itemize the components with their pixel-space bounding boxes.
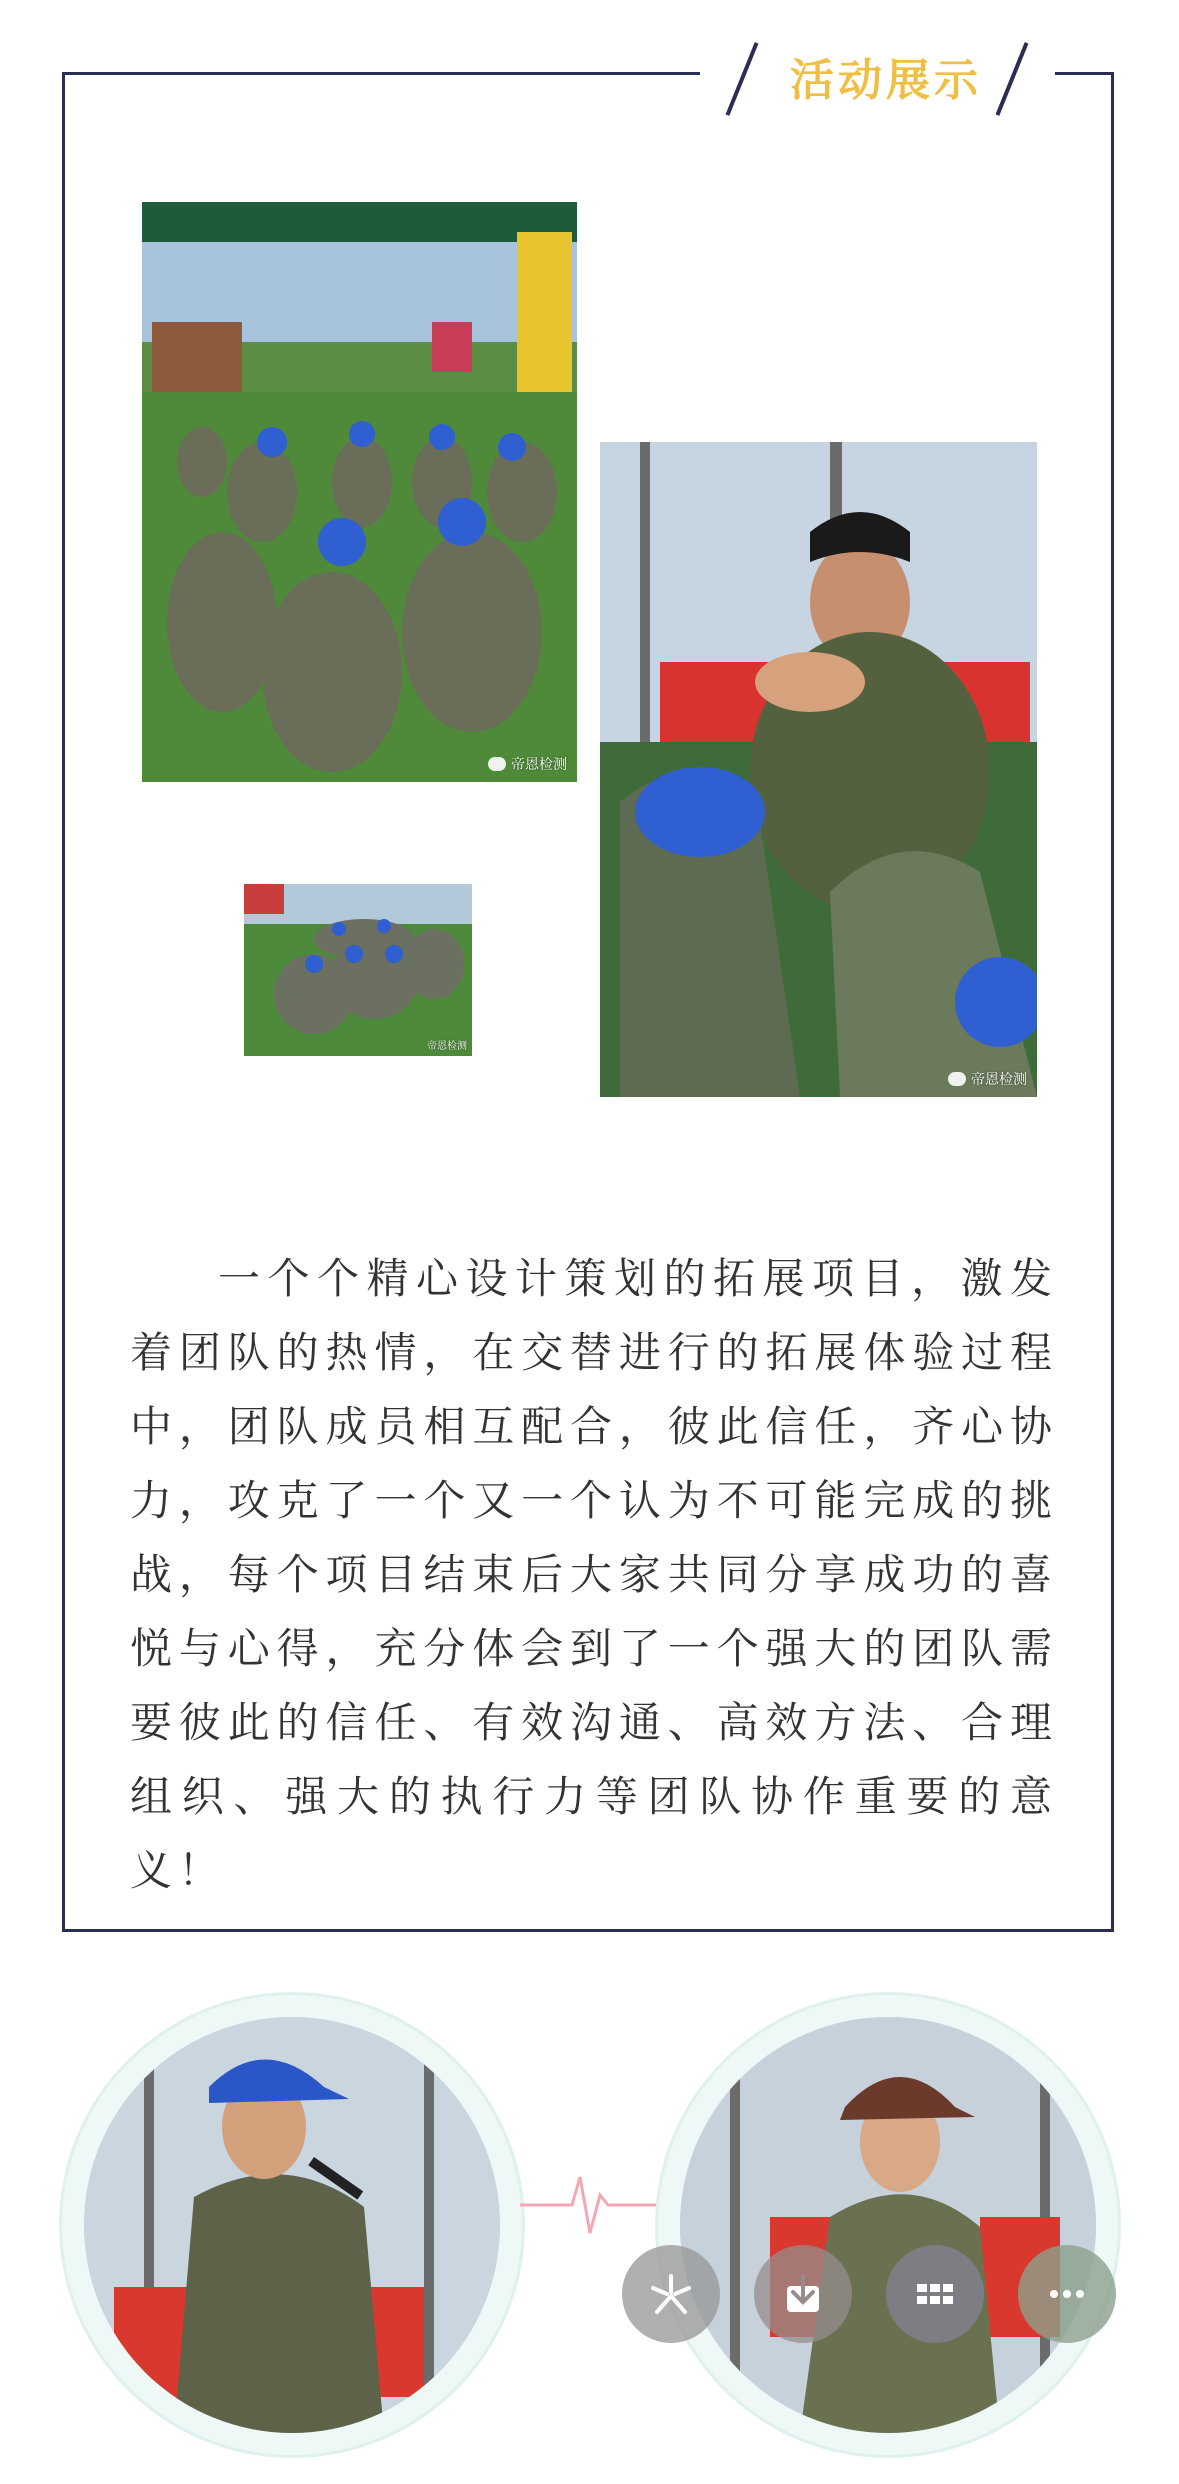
heartbeat-line-icon <box>520 2165 660 2245</box>
download-button[interactable] <box>754 2245 852 2343</box>
grid-icon <box>913 2272 957 2316</box>
frame-top-right-segment <box>1055 72 1114 75</box>
circle-photo-speaker-brown-cap <box>658 1995 1118 2455</box>
download-icon <box>781 2272 825 2316</box>
circle-photo-speaker-blue-cap-frame <box>84 2017 500 2433</box>
photo-watermark: 帝恩检测 <box>488 754 567 774</box>
photo-small-group-image <box>244 884 472 1056</box>
photo-watermark: 帝恩检测 <box>948 1069 1027 1089</box>
more-icon <box>1045 2272 1089 2316</box>
wechat-icon <box>948 1072 966 1086</box>
more-button[interactable] <box>1018 2245 1116 2343</box>
photo-group-circle-image <box>142 202 577 782</box>
circle-photo-speaker-brown-cap-frame <box>680 2017 1096 2433</box>
sparkle-icon <box>649 2272 693 2316</box>
photo-hands-together-image <box>600 442 1037 1097</box>
photo-group-circle[interactable] <box>142 202 577 782</box>
circle-photo-speaker-blue-cap-image <box>84 2017 500 2433</box>
wechat-icon <box>488 757 506 771</box>
circle-photo-speaker-brown-cap-image <box>680 2017 1096 2433</box>
sparkle-button[interactable] <box>622 2245 720 2343</box>
grid-button[interactable] <box>886 2245 984 2343</box>
circle-photo-speaker-blue-cap <box>62 1995 522 2455</box>
photo-small-group[interactable] <box>244 884 472 1056</box>
photo-watermark: 帝恩检测 <box>427 1041 467 1052</box>
section-title: 活动展示 <box>790 55 982 106</box>
article-paragraph: 一个个精心设计策划的拓展项目，激发着团队的热情，在交替进行的拓展体验过程中，团队成员相互配合，彼此信任，齐心协力，攻克了一个又一个认为不可能完成的挑战，每个项目结束后大家共同分享成功的喜悦与心得，充分体会到了一个强大的团队需要彼此的信任、有效沟通、高效方法、合理组织、强大的执行力等团队协作重要的意义！ <box>130 1254 1058 1895</box>
photo-hands-together[interactable] <box>600 442 1037 1097</box>
